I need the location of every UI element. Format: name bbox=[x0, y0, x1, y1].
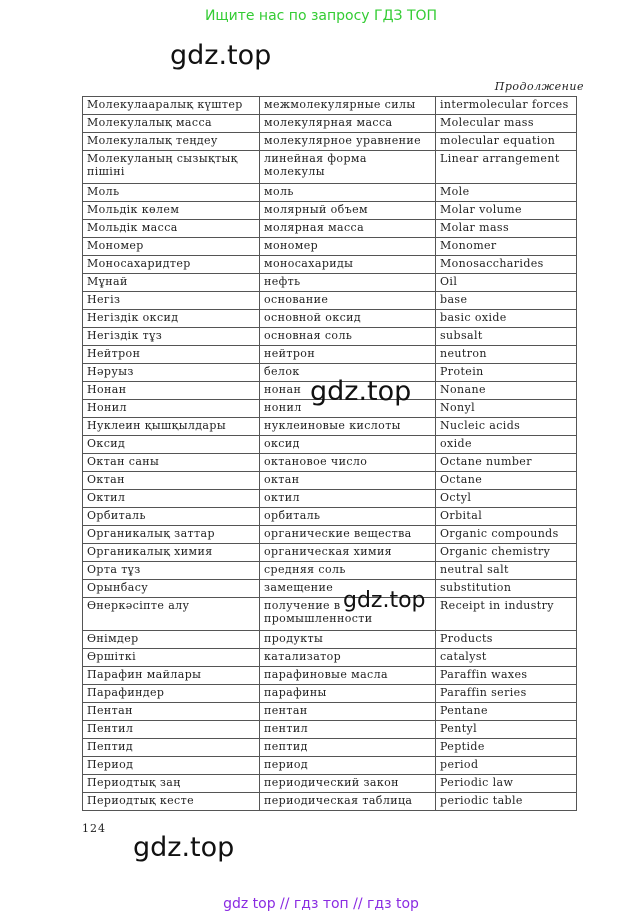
russian-term-cell: октил bbox=[260, 490, 436, 508]
russian-term-cell: межмолекулярные силы bbox=[260, 97, 436, 115]
english-term-cell: Monosaccharides bbox=[436, 256, 577, 274]
english-term-cell: Protein bbox=[436, 364, 577, 382]
russian-term-cell: основной оксид bbox=[260, 310, 436, 328]
table-row bbox=[83, 580, 577, 598]
table-row bbox=[83, 256, 577, 274]
russian-term-cell: молярный объем bbox=[260, 202, 436, 220]
kazakh-term-cell: Мономер bbox=[83, 238, 260, 256]
table-row bbox=[83, 739, 577, 757]
kazakh-term-cell: Өнеркәсіпте алу bbox=[83, 598, 260, 631]
glossary-body bbox=[83, 97, 577, 811]
table-row bbox=[83, 508, 577, 526]
english-term-cell: Octane bbox=[436, 472, 577, 490]
english-term-cell: Paraffin waxes bbox=[436, 667, 577, 685]
english-term-cell: Nonyl bbox=[436, 400, 577, 418]
russian-term-cell: получение в промышленности bbox=[260, 598, 436, 631]
kazakh-term-cell: Нәруыз bbox=[83, 364, 260, 382]
english-term-cell: Octane number bbox=[436, 454, 577, 472]
english-term-cell: Peptide bbox=[436, 739, 577, 757]
english-term-cell: period bbox=[436, 757, 577, 775]
table-row bbox=[83, 115, 577, 133]
english-term-cell: basic oxide bbox=[436, 310, 577, 328]
table-row bbox=[83, 328, 577, 346]
english-term-cell: neutral salt bbox=[436, 562, 577, 580]
table-row bbox=[83, 649, 577, 667]
table-row bbox=[83, 472, 577, 490]
kazakh-term-cell: Молекулалық масса bbox=[83, 115, 260, 133]
russian-term-cell: линейная форма молекулы bbox=[260, 151, 436, 184]
english-term-cell: Products bbox=[436, 631, 577, 649]
table-row bbox=[83, 238, 577, 256]
table-row bbox=[83, 757, 577, 775]
russian-term-cell: средняя соль bbox=[260, 562, 436, 580]
russian-term-cell: органические вещества bbox=[260, 526, 436, 544]
table-row bbox=[83, 346, 577, 364]
kazakh-term-cell: Өнімдер bbox=[83, 631, 260, 649]
kazakh-term-cell: Периодтық заң bbox=[83, 775, 260, 793]
kazakh-term-cell: Оксид bbox=[83, 436, 260, 454]
russian-term-cell: мономер bbox=[260, 238, 436, 256]
russian-term-cell: молярная масса bbox=[260, 220, 436, 238]
russian-term-cell: катализатор bbox=[260, 649, 436, 667]
russian-term-cell: основание bbox=[260, 292, 436, 310]
english-term-cell: intermolecular forces bbox=[436, 97, 577, 115]
kazakh-term-cell: Парафин майлары bbox=[83, 667, 260, 685]
english-term-cell: Molar mass bbox=[436, 220, 577, 238]
russian-term-cell: период bbox=[260, 757, 436, 775]
table-row bbox=[83, 544, 577, 562]
table-row bbox=[83, 721, 577, 739]
english-term-cell: neutron bbox=[436, 346, 577, 364]
russian-term-cell: октановое число bbox=[260, 454, 436, 472]
russian-term-cell: моносахариды bbox=[260, 256, 436, 274]
kazakh-term-cell: Нонан bbox=[83, 382, 260, 400]
table-row bbox=[83, 436, 577, 454]
russian-term-cell: оксид bbox=[260, 436, 436, 454]
table-row bbox=[83, 184, 577, 202]
table-row bbox=[83, 97, 577, 115]
english-term-cell: Nonane bbox=[436, 382, 577, 400]
table-row bbox=[83, 685, 577, 703]
russian-term-cell: периодический закон bbox=[260, 775, 436, 793]
table-row bbox=[83, 793, 577, 811]
kazakh-term-cell: Пентил bbox=[83, 721, 260, 739]
russian-term-cell: нефть bbox=[260, 274, 436, 292]
table-row bbox=[83, 490, 577, 508]
kazakh-term-cell: Октан bbox=[83, 472, 260, 490]
russian-term-cell: пентил bbox=[260, 721, 436, 739]
english-term-cell: Linear arrangement bbox=[436, 151, 577, 184]
kazakh-term-cell: Орынбасу bbox=[83, 580, 260, 598]
russian-term-cell: молекулярное уравнение bbox=[260, 133, 436, 151]
glossary-table bbox=[82, 96, 577, 811]
english-term-cell: Paraffin series bbox=[436, 685, 577, 703]
table-row bbox=[83, 703, 577, 721]
kazakh-term-cell: Молекулалық теңдеу bbox=[83, 133, 260, 151]
kazakh-term-cell: Орбиталь bbox=[83, 508, 260, 526]
english-term-cell: Periodic law bbox=[436, 775, 577, 793]
kazakh-term-cell: Мұнай bbox=[83, 274, 260, 292]
english-term-cell: subsalt bbox=[436, 328, 577, 346]
top-banner: Ищите нас по запросу ГДЗ ТОП bbox=[204, 8, 438, 24]
page-number: 124 bbox=[82, 822, 106, 835]
kazakh-term-cell: Нонил bbox=[83, 400, 260, 418]
english-term-cell: Monomer bbox=[436, 238, 577, 256]
russian-term-cell: основная соль bbox=[260, 328, 436, 346]
kazakh-term-cell: Орта тұз bbox=[83, 562, 260, 580]
russian-term-cell: продукты bbox=[260, 631, 436, 649]
russian-term-cell: пептид bbox=[260, 739, 436, 757]
english-term-cell: catalyst bbox=[436, 649, 577, 667]
table-row bbox=[83, 292, 577, 310]
table-row bbox=[83, 775, 577, 793]
english-term-cell: Nucleic acids bbox=[436, 418, 577, 436]
kazakh-term-cell: Октил bbox=[83, 490, 260, 508]
kazakh-term-cell: Мольдік масса bbox=[83, 220, 260, 238]
table-row bbox=[83, 631, 577, 649]
russian-term-cell: нейтрон bbox=[260, 346, 436, 364]
kazakh-term-cell: Нейтрон bbox=[83, 346, 260, 364]
kazakh-term-cell: Пептид bbox=[83, 739, 260, 757]
table-row bbox=[83, 667, 577, 685]
table-row bbox=[83, 562, 577, 580]
kazakh-term-cell: Октан саны bbox=[83, 454, 260, 472]
russian-term-cell: органическая химия bbox=[260, 544, 436, 562]
kazakh-term-cell: Негіздік тұз bbox=[83, 328, 260, 346]
kazakh-term-cell: Молекуланың сызықтық пішіні bbox=[83, 151, 260, 184]
russian-term-cell: моль bbox=[260, 184, 436, 202]
continued-label: Продолжение bbox=[494, 80, 584, 93]
kazakh-term-cell: Пентан bbox=[83, 703, 260, 721]
table-row bbox=[83, 418, 577, 436]
watermark: gdz.top bbox=[343, 588, 426, 613]
english-term-cell: Organic compounds bbox=[436, 526, 577, 544]
table-row bbox=[83, 274, 577, 292]
english-term-cell: Molar volume bbox=[436, 202, 577, 220]
kazakh-term-cell: Моль bbox=[83, 184, 260, 202]
kazakh-term-cell: Негіз bbox=[83, 292, 260, 310]
kazakh-term-cell: Органикалық химия bbox=[83, 544, 260, 562]
english-term-cell: Orbital bbox=[436, 508, 577, 526]
russian-term-cell: орбиталь bbox=[260, 508, 436, 526]
english-term-cell: molecular equation bbox=[436, 133, 577, 151]
kazakh-term-cell: Органикалық заттар bbox=[83, 526, 260, 544]
table-row bbox=[83, 454, 577, 472]
russian-term-cell: парафиновые масла bbox=[260, 667, 436, 685]
english-term-cell: Receipt in industry bbox=[436, 598, 577, 631]
watermark: gdz.top bbox=[170, 40, 272, 71]
english-term-cell: periodic table bbox=[436, 793, 577, 811]
russian-term-cell: пентан bbox=[260, 703, 436, 721]
russian-term-cell: нонил bbox=[260, 400, 436, 418]
table-row bbox=[83, 133, 577, 151]
english-term-cell: Pentyl bbox=[436, 721, 577, 739]
english-term-cell: oxide bbox=[436, 436, 577, 454]
kazakh-term-cell: Мольдік көлем bbox=[83, 202, 260, 220]
kazakh-term-cell: Парафиндер bbox=[83, 685, 260, 703]
russian-term-cell: периодическая таблица bbox=[260, 793, 436, 811]
russian-term-cell: парафины bbox=[260, 685, 436, 703]
footer-links: gdz top // гдз топ // гдз top bbox=[223, 896, 419, 912]
table-row bbox=[83, 526, 577, 544]
english-term-cell: Organic chemistry bbox=[436, 544, 577, 562]
english-term-cell: Octyl bbox=[436, 490, 577, 508]
english-term-cell: Pentane bbox=[436, 703, 577, 721]
english-term-cell: Mole bbox=[436, 184, 577, 202]
russian-term-cell: октан bbox=[260, 472, 436, 490]
kazakh-term-cell: Период bbox=[83, 757, 260, 775]
table-row bbox=[83, 202, 577, 220]
table-row bbox=[83, 151, 577, 184]
kazakh-term-cell: Нуклеин қышқылдары bbox=[83, 418, 260, 436]
english-term-cell: Molecular mass bbox=[436, 115, 577, 133]
russian-term-cell: замещение bbox=[260, 580, 436, 598]
watermark: gdz.top bbox=[133, 832, 235, 863]
russian-term-cell: молекулярная масса bbox=[260, 115, 436, 133]
table-row bbox=[83, 310, 577, 328]
english-term-cell: Oil bbox=[436, 274, 577, 292]
kazakh-term-cell: Молекулааралық күштер bbox=[83, 97, 260, 115]
kazakh-term-cell: Периодтық кесте bbox=[83, 793, 260, 811]
english-term-cell: base bbox=[436, 292, 577, 310]
table-row bbox=[83, 220, 577, 238]
russian-term-cell: белок bbox=[260, 364, 436, 382]
kazakh-term-cell: Моносахаридтер bbox=[83, 256, 260, 274]
table-row bbox=[83, 598, 577, 631]
english-term-cell: substitution bbox=[436, 580, 577, 598]
russian-term-cell: нуклеиновые кислоты bbox=[260, 418, 436, 436]
kazakh-term-cell: Өршіткі bbox=[83, 649, 260, 667]
russian-term-cell: нонан bbox=[260, 382, 436, 400]
kazakh-term-cell: Негіздік оксид bbox=[83, 310, 260, 328]
watermark: gdz.top bbox=[310, 376, 412, 407]
